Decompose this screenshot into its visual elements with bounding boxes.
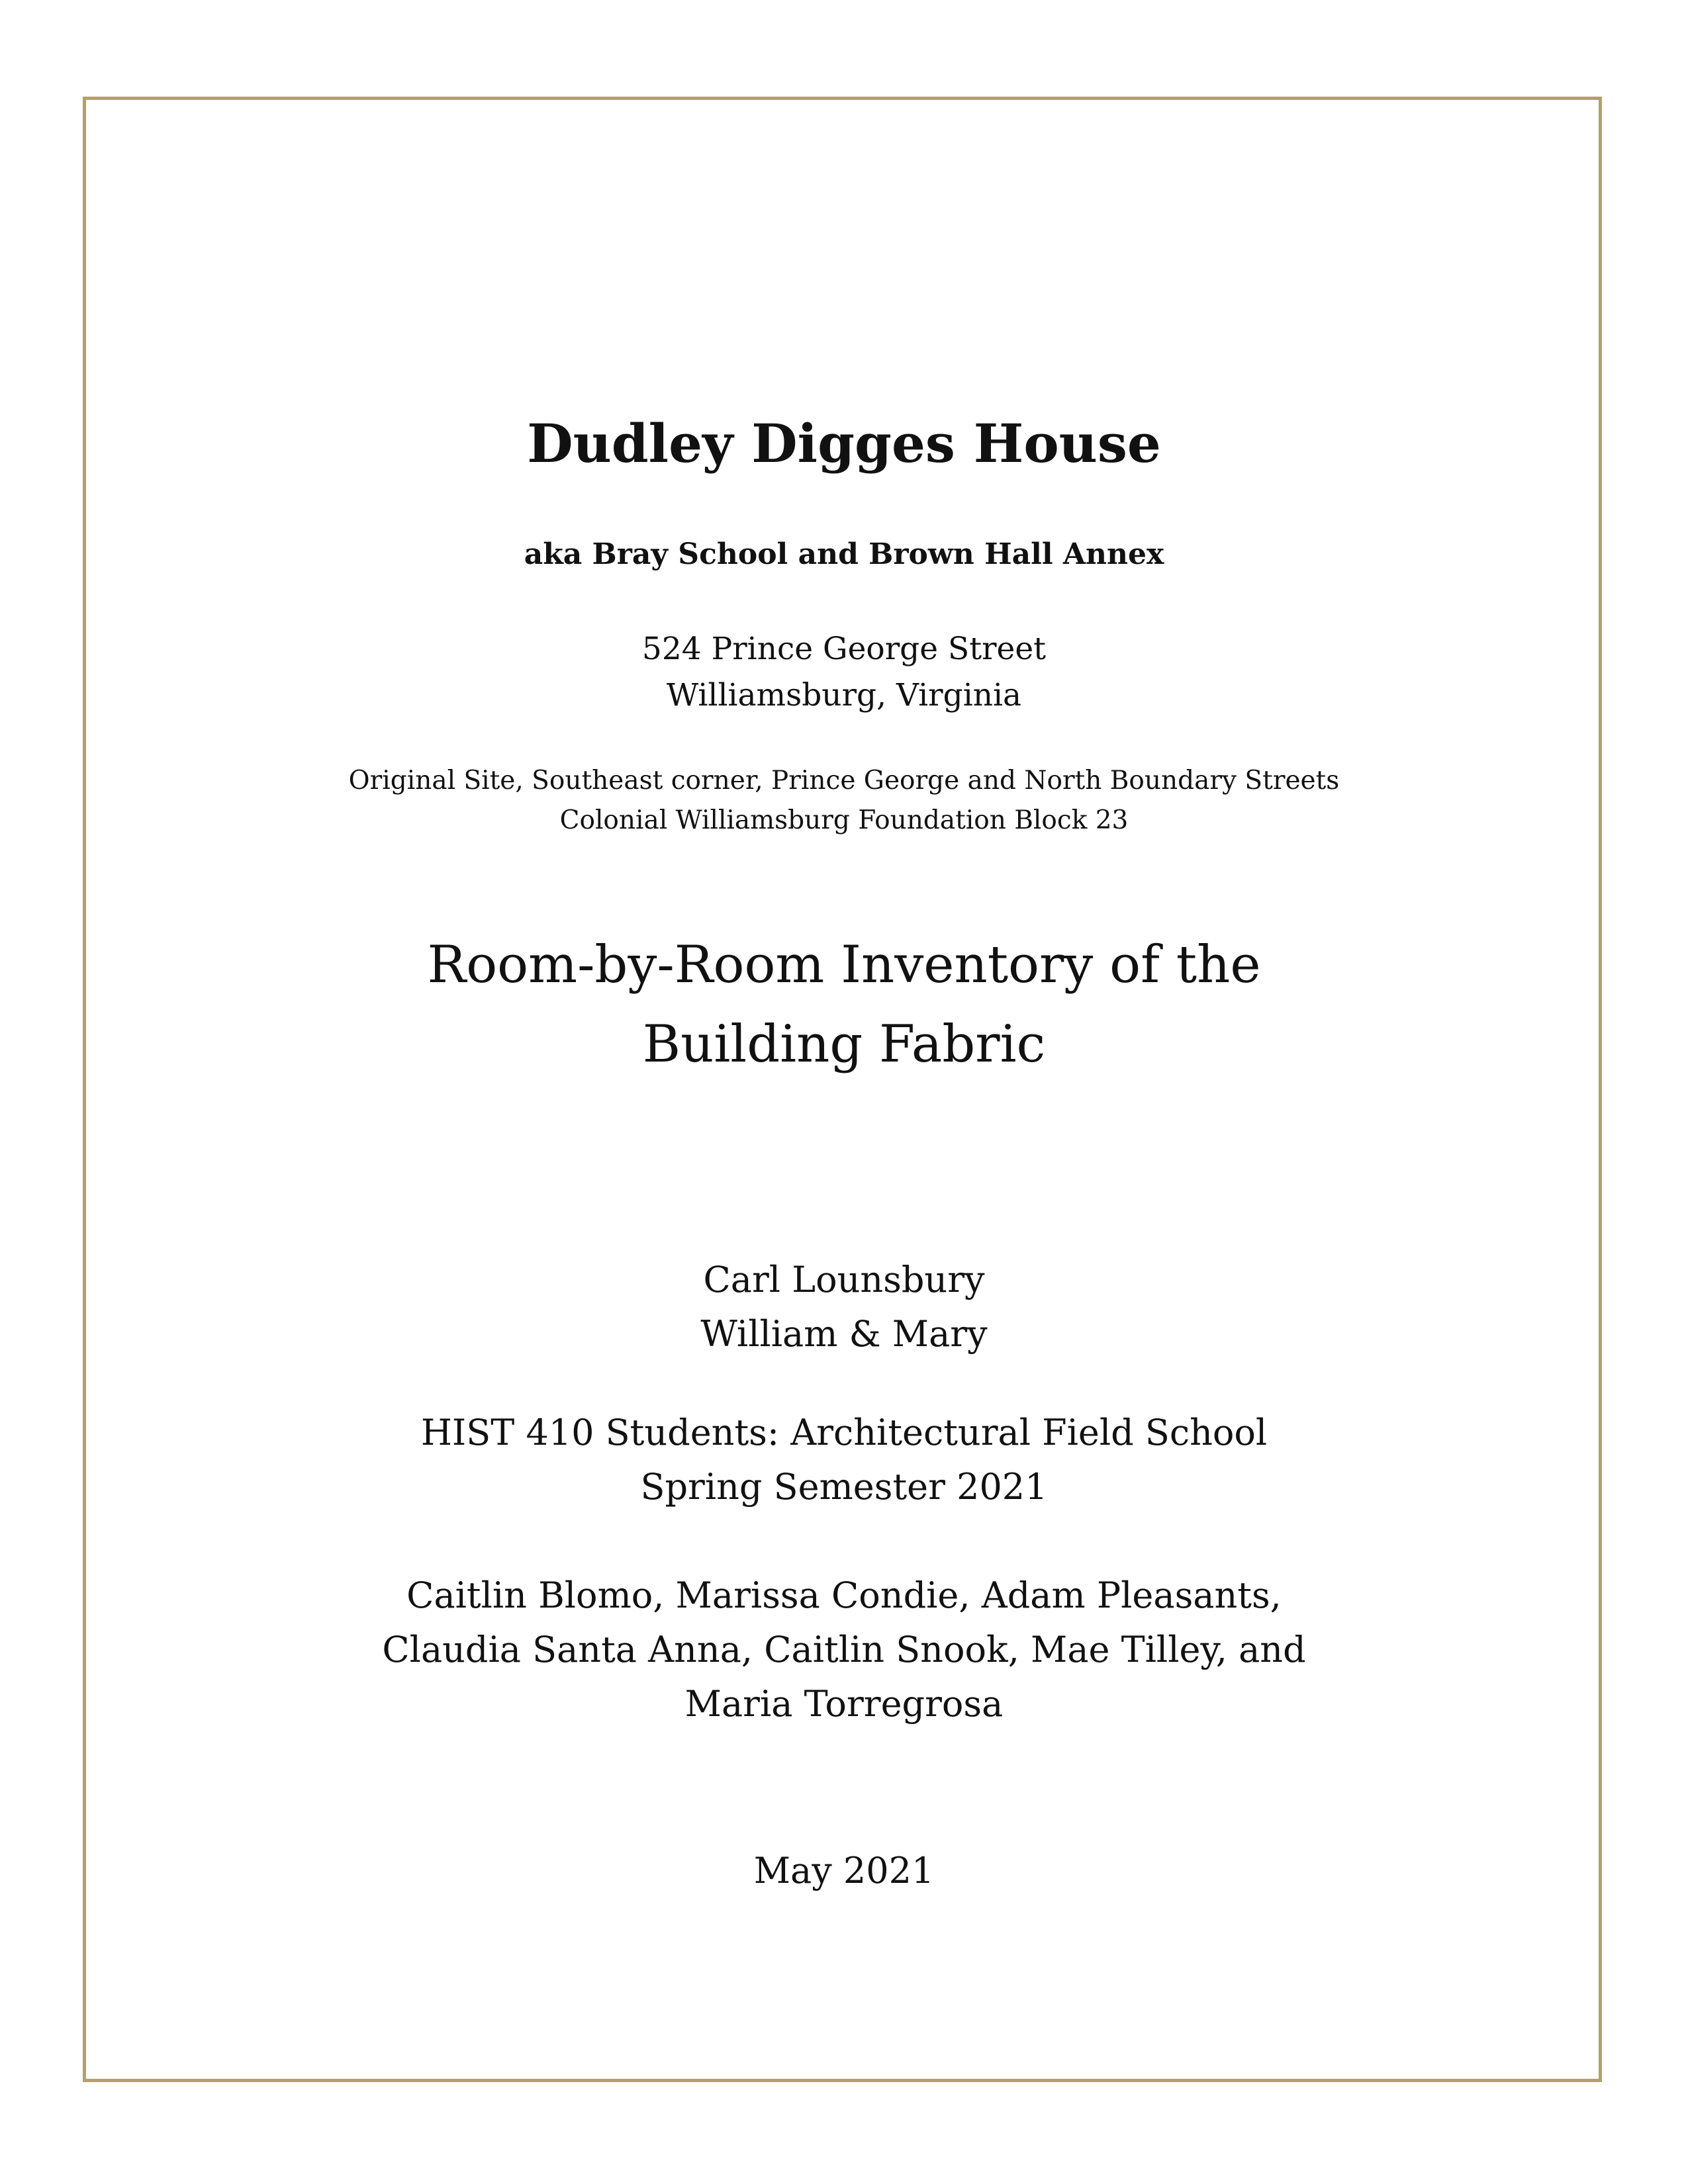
course-name: HIST 410 Students: Architectural Field School [420, 1412, 1268, 1453]
students-line-3: Maria Torregrosa [684, 1683, 1004, 1725]
author-name: Carl Lounsbury [703, 1259, 985, 1300]
author-affiliation: William & Mary [700, 1313, 988, 1355]
original-site-block: Colonial Williamsburg Foundation Block 23 [559, 805, 1129, 835]
report-title-line-1: Room-by-Room Inventory of the [427, 935, 1261, 995]
publication-date: May 2021 [753, 1850, 935, 1891]
students-line-2: Claudia Santa Anna, Caitlin Snook, Mae Tilley, and [382, 1629, 1306, 1670]
page-border [83, 97, 1602, 2082]
aka-subtitle: aka Bray School and Brown Hall Annex [524, 537, 1164, 571]
report-title-line-2: Building Fabric [642, 1015, 1046, 1074]
original-site-location: Original Site, Southeast corner, Prince George and North Boundary Streets [348, 766, 1340, 796]
address-city: Williamsburg, Virginia [666, 677, 1022, 713]
students-line-1: Caitlin Blomo, Marissa Condie, Adam Pleasants, [406, 1574, 1282, 1616]
address-street: 524 Prince George Street [641, 631, 1047, 667]
document-title: Dudley Digges House [527, 412, 1161, 475]
course-semester: Spring Semester 2021 [640, 1466, 1048, 1508]
